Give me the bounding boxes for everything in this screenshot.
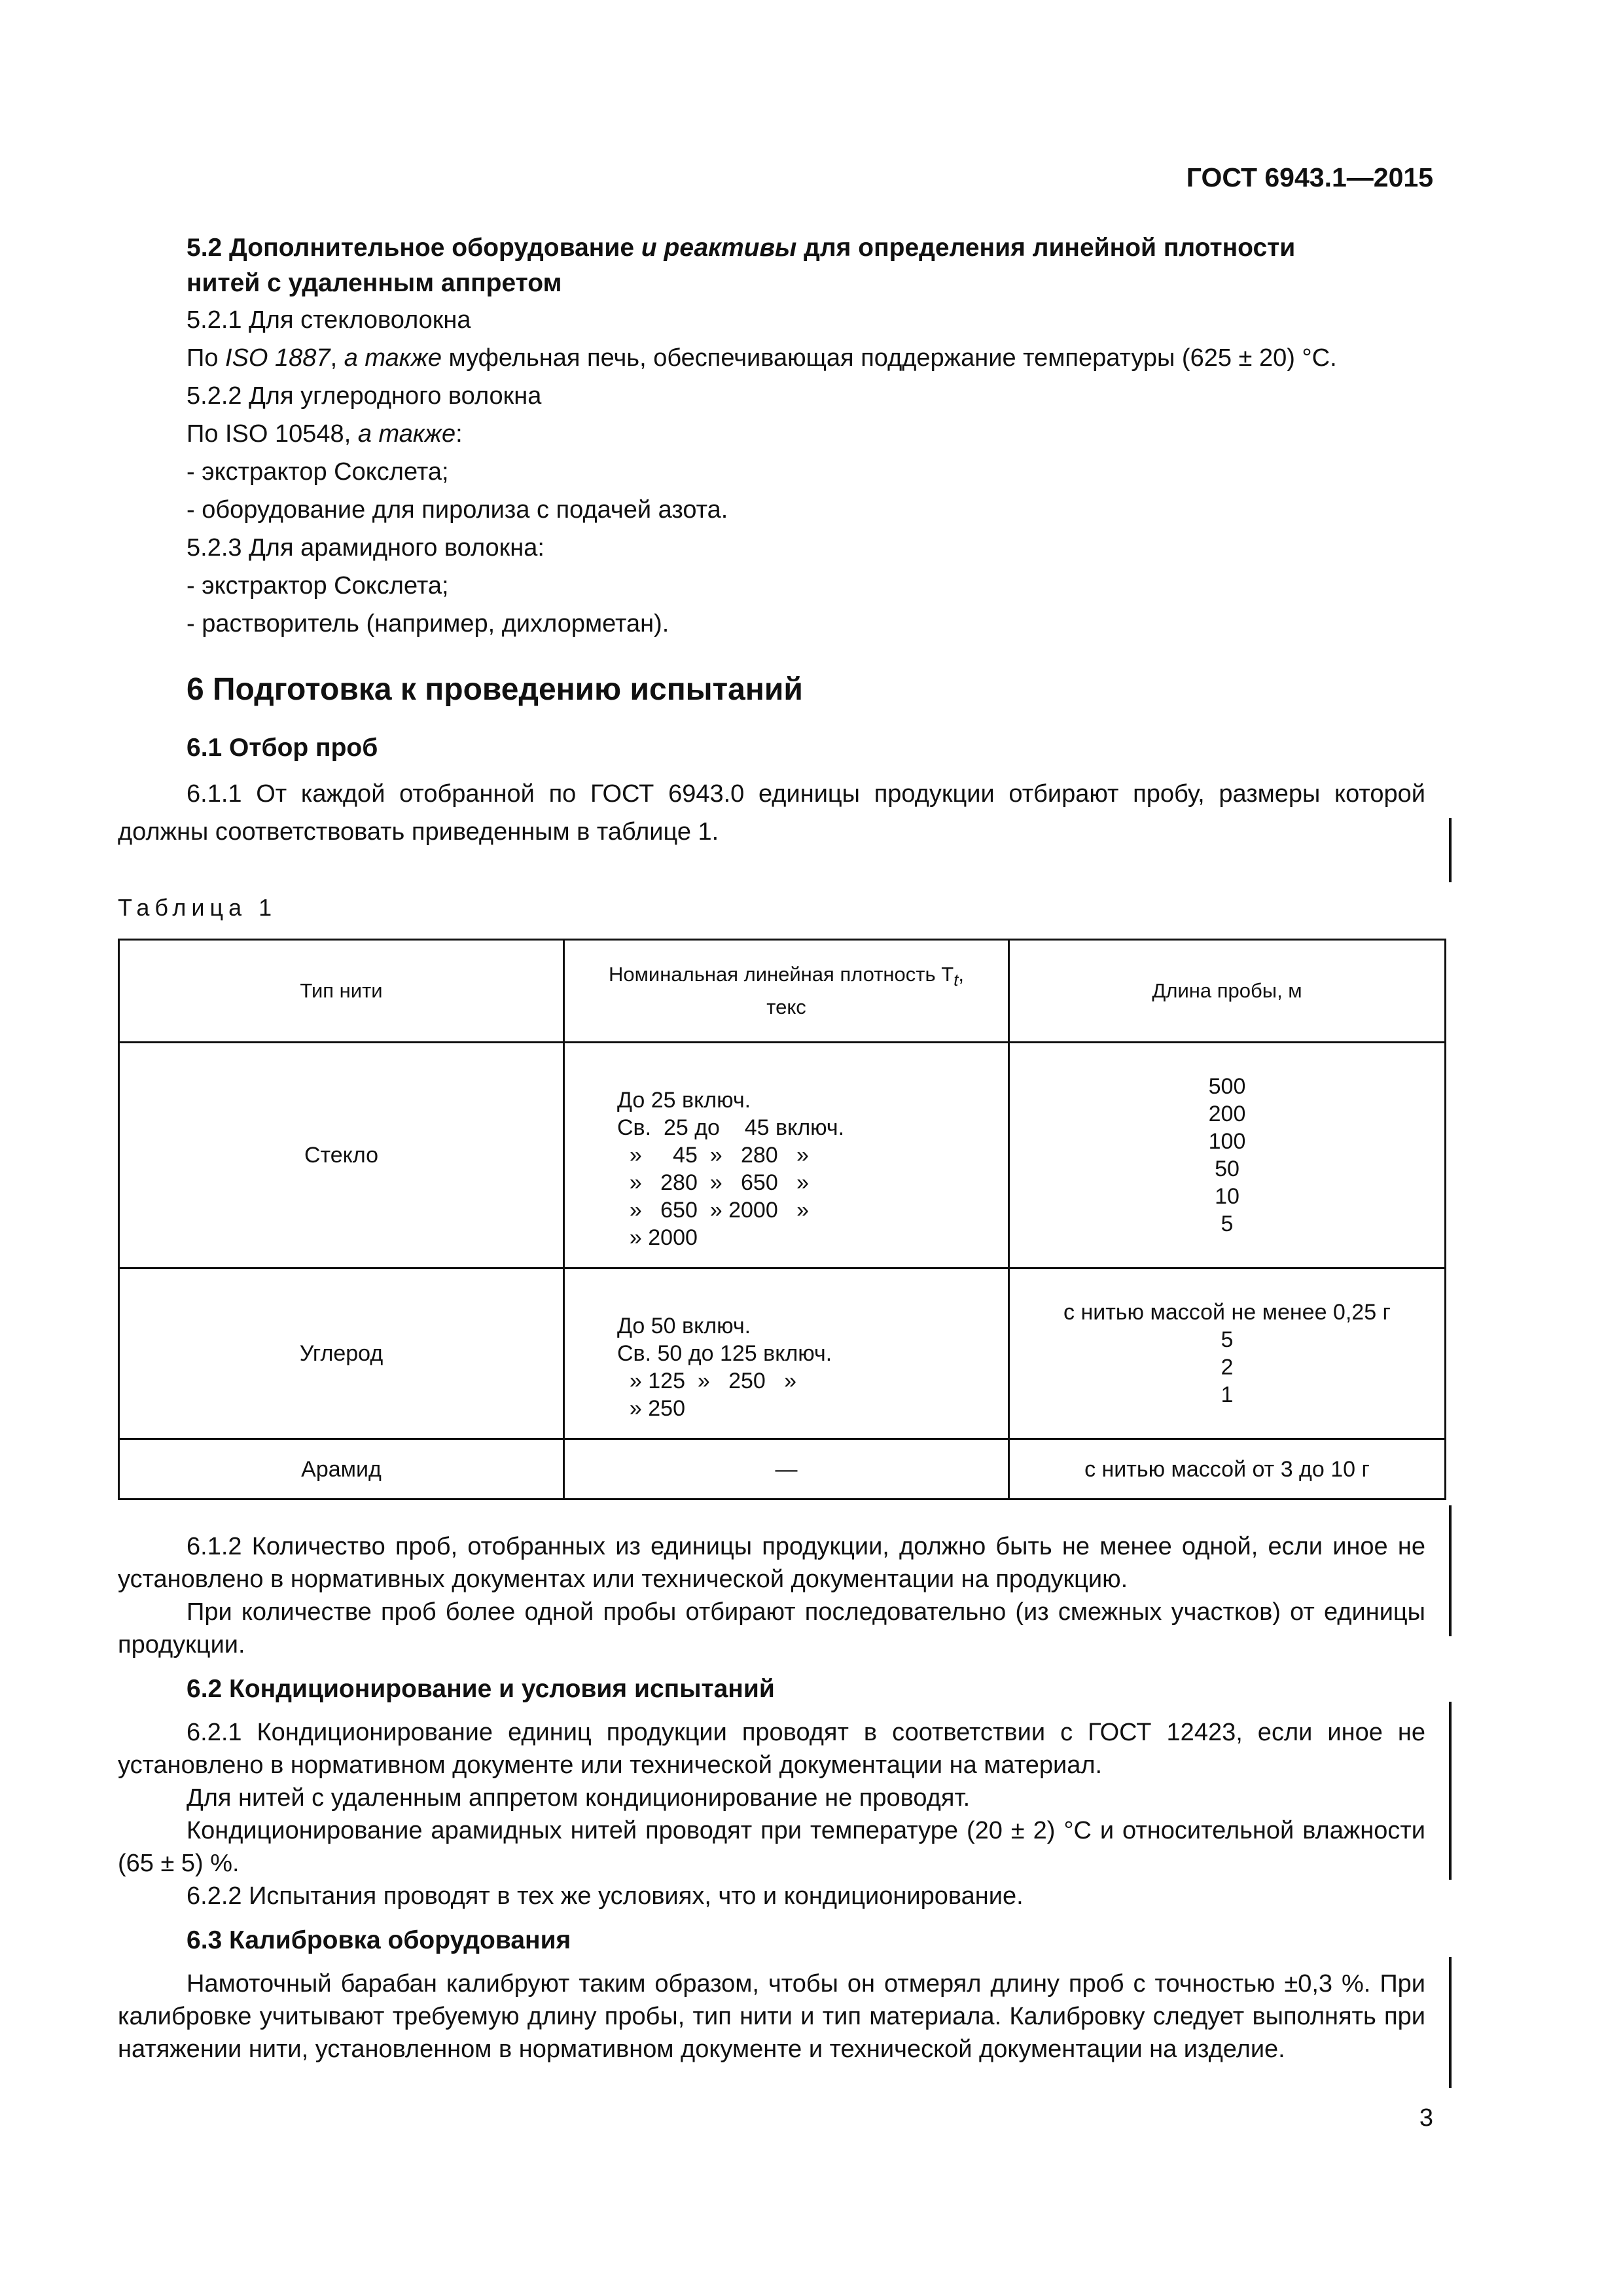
title-part: 5.2 Дополнительное оборудование (187, 234, 641, 262)
page-number: 3 (1419, 2104, 1433, 2132)
table-header-row (119, 940, 1446, 1043)
table-cell: Углерод (119, 1268, 564, 1439)
paragraph: Кондиционирование арамидных нитей проводят при температуре (20 ± 2) °С и относительной влажности (65 ± 5) %. (118, 1817, 1425, 1877)
cell-line: » 2000 (617, 1225, 698, 1250)
table-cell (1009, 1043, 1446, 1268)
paragraph: Для нитей с удаленным аппретом кондиционирование не проводят. (187, 1784, 971, 1812)
clause-5-2-3: 5.2.3 Для арамидного волокна: (187, 534, 544, 562)
table-caption: Таблица 1 (118, 894, 277, 921)
change-marker (1449, 1505, 1452, 1636)
clause-6-1-2 (118, 1530, 1425, 1661)
table-cell: Арамид (119, 1439, 564, 1499)
cell-line: 200 (1208, 1102, 1246, 1126)
list-item: - растворитель (например, дихлорметан). (187, 610, 669, 637)
cell-line: До 25 включ. (617, 1088, 751, 1113)
subsection-6-2-title: 6.2 Кондиционирование и условия испытаний (187, 1675, 775, 1703)
paragraph: 6.1.1 От каждой отобранной по ГОСТ 6943.0 единицы продукции отбирают пробу, размеры которой должны соответствовать приведенным в таблице 1. (118, 780, 1425, 846)
cell-line: Св. 50 до 125 включ. (617, 1341, 832, 1366)
text: По (187, 344, 226, 372)
subscript: t (954, 971, 959, 990)
header-text: текс (766, 995, 806, 1018)
table-row (119, 1043, 1446, 1268)
cell-line: » 280 » 650 » (617, 1170, 809, 1195)
paragraph: 6.1.2 Количество проб, отобранных из единицы продукции, должно быть не менее одной, если иное не установлено в нормативных документах или технической документации на продукцию. (118, 1533, 1425, 1593)
cell-line: До 50 включ. (617, 1314, 751, 1338)
paragraph: При количестве проб более одной пробы отбирают последовательно (из смежных участков) от единицы продукции. (118, 1598, 1425, 1659)
title-part: для определения линейной плотности (796, 234, 1296, 262)
clause-5-2-2-text (118, 415, 1425, 453)
clause-5-2-2: 5.2.2 Для углеродного волокна (187, 382, 542, 410)
table-cell (564, 1268, 1009, 1439)
title-part: нитей с удаленным аппретом (187, 269, 562, 297)
clause-6-2 (118, 1716, 1425, 1912)
table-cell (564, 1043, 1009, 1268)
clause-5-2-1-text (118, 339, 1425, 377)
text: муфельная печь, обеспечивающая поддержание температуры (625 ± 20) °С. (441, 344, 1337, 372)
cell-line: 2 (1221, 1355, 1234, 1380)
header-text: , (958, 963, 964, 986)
text: По ISO 10548, (187, 420, 358, 448)
subsection-6-3-title: 6.3 Калибровка оборудования (187, 1926, 571, 1954)
column-header: Длина пробы, м (1009, 940, 1446, 1043)
table-cell (1009, 1268, 1446, 1439)
subsection-5-2-title (118, 230, 1425, 301)
change-marker (1449, 818, 1452, 882)
cell-line: 100 (1208, 1129, 1246, 1154)
cell-line: 5 (1221, 1211, 1234, 1236)
clause-6-3 (118, 1967, 1425, 2066)
table-cell: Стекло (119, 1043, 564, 1268)
cell-line: 5 (1221, 1327, 1234, 1352)
change-marker (1449, 1957, 1452, 2088)
table-row (119, 1439, 1446, 1499)
cell-line: Св. 25 до 45 включ. (617, 1115, 845, 1140)
paragraph: Намоточный барабан калибруют таким образом, чтобы он отмерял длину проб с точностью ±0,3 %. При калибровке учитывают требуемую длину пробы, тип нити и тип материала. Калибровку следует выполнять при натяжении нити, установленном в нормативном документе и технической документации на изделие. (118, 1970, 1425, 2063)
text: , (330, 344, 344, 372)
document-header: ГОСТ 6943.1—2015 (1186, 162, 1433, 192)
cell-line: 500 (1208, 1074, 1246, 1099)
list-item: - экстрактор Сокслета; (187, 572, 449, 600)
paragraph: 6.2.2 Испытания проводят в тех же условиях, что и кондиционирование. (187, 1882, 1024, 1910)
cell-line: 50 (1215, 1157, 1240, 1181)
clause-6-1-1 (118, 775, 1425, 851)
header-text: Номинальная линейная плотность T (608, 963, 954, 986)
cell-line: с нитью массой не менее 0,25 г (1063, 1300, 1391, 1325)
cell-line: » 250 (617, 1396, 685, 1421)
paragraph: 6.2.1 Кондиционирование единиц продукции проводят в соответствии с ГОСТ 12423, если иное не установлено в нормативном документе или технической документации на материал. (118, 1719, 1425, 1779)
column-header (564, 940, 1009, 1043)
table-cell: с нитью массой от 3 до 10 г (1009, 1439, 1446, 1499)
list-item: - экстрактор Сокслета; (187, 458, 449, 486)
subsection-6-1-title: 6.1 Отбор проб (187, 734, 378, 762)
text: : (455, 420, 463, 448)
text-italic: а также (344, 344, 442, 372)
table-row (119, 1268, 1446, 1439)
cell-line: 10 (1215, 1184, 1240, 1209)
cell-line: 1 (1221, 1382, 1234, 1407)
text-italic: а также (357, 420, 456, 448)
cell-line: » 125 » 250 » (617, 1369, 797, 1393)
table-1 (118, 939, 1446, 1500)
cell-line: » 650 » 2000 » (617, 1198, 810, 1223)
document-body (118, 230, 1425, 2066)
title-part-italic: и реактивы (641, 234, 797, 262)
list-item: - оборудование для пиролиза с подачей азота. (187, 496, 728, 524)
change-marker (1449, 1702, 1452, 1880)
cell-line: » 45 » 280 » (617, 1143, 809, 1168)
column-header: Тип нити (119, 940, 564, 1043)
clause-5-2-1: 5.2.1 Для стекловолокна (187, 306, 471, 334)
standard-ref: ISO 1887 (225, 344, 330, 372)
table-cell: — (564, 1439, 1009, 1499)
section-6-title: 6 Подготовка к проведению испытаний (187, 672, 803, 707)
